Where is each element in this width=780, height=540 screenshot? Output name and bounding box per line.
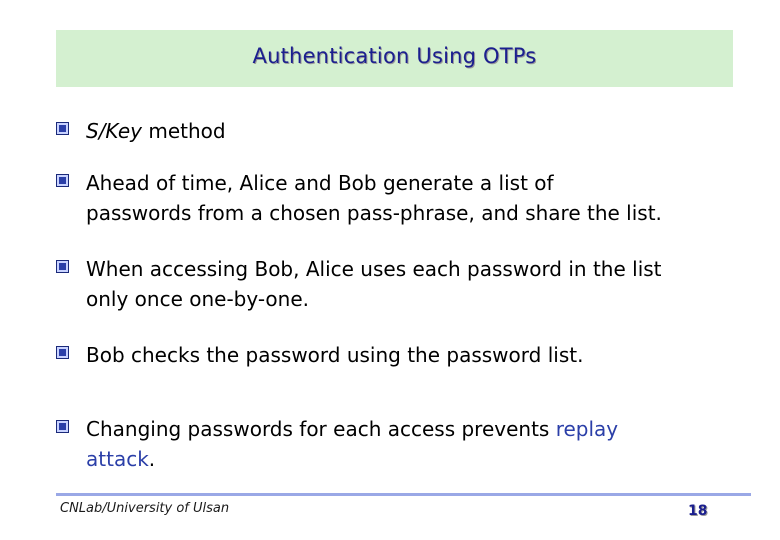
bullet-line <box>86 414 746 444</box>
bullet-text-segment: Changing passwords for each access prevents <box>86 417 556 441</box>
bullet-text-segment: . <box>148 447 156 471</box>
bullet-text-segment: method <box>141 119 226 143</box>
bullet-line: When accessing Bob, Alice uses each password in the list <box>86 257 662 281</box>
checkbox-square-icon <box>56 122 69 135</box>
bullet-text <box>86 168 746 228</box>
checkbox-square-icon <box>56 420 69 433</box>
checkbox-square-icon <box>56 174 69 187</box>
checkbox-square-icon <box>56 260 69 273</box>
page-number: 18 <box>688 503 708 519</box>
bullet-line: Ahead of time, Alice and Bob generate a list of <box>86 171 554 195</box>
bullet-text <box>86 340 746 370</box>
bullet-line: only once one-by-one. <box>86 287 310 311</box>
bullet-line <box>86 444 746 474</box>
title-band <box>56 30 733 87</box>
skey-term: S/Key <box>86 119 142 143</box>
footer-credit: CNLab/University of Ulsan <box>60 501 230 516</box>
bullet-text <box>86 116 746 146</box>
checkbox-square-icon <box>56 346 69 359</box>
bullet-line: Bob checks the password using the password list. <box>86 343 584 367</box>
attack-term: attack <box>86 447 149 471</box>
bullet-text <box>86 254 746 314</box>
footer-divider <box>56 493 751 496</box>
slide-title: Authentication Using OTPs <box>252 44 537 68</box>
bullet-text <box>86 414 746 474</box>
replay-term: replay <box>555 417 619 441</box>
bullet-line: passwords from a chosen pass-phrase, and share the list. <box>86 201 662 225</box>
